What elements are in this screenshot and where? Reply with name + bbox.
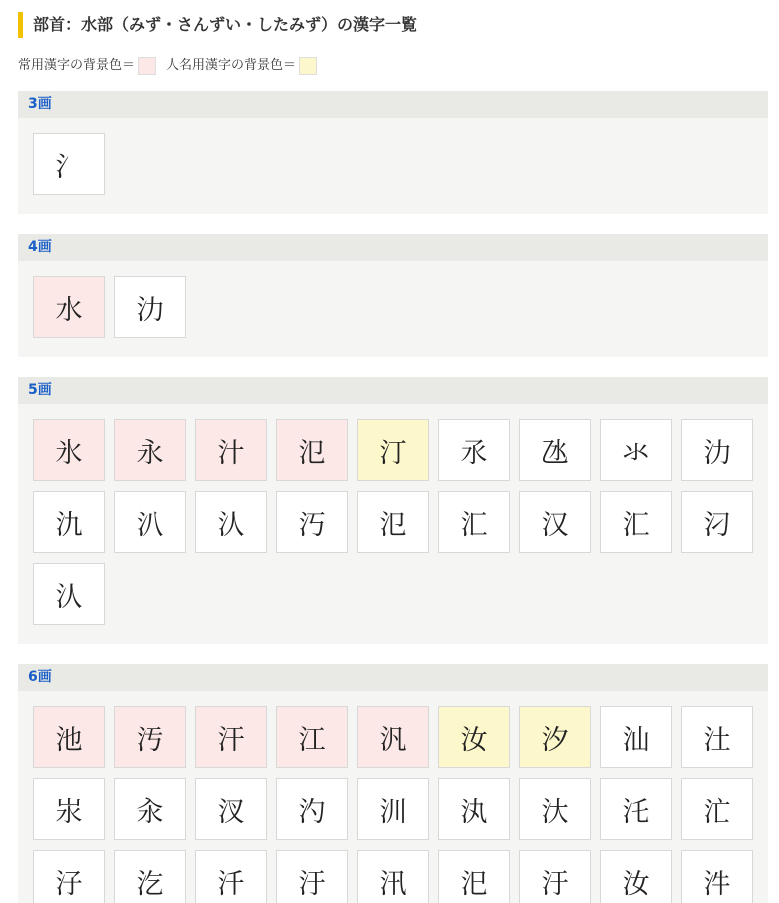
kanji-cell[interactable]: 汓 xyxy=(33,850,105,903)
kanji-cell[interactable]: 池 xyxy=(33,706,105,768)
kanji-cell[interactable]: 汼 xyxy=(681,850,753,903)
kanji-cell[interactable]: 氷 xyxy=(33,419,105,481)
kanji-grid xyxy=(18,691,768,903)
kanji-cell[interactable]: 汆 xyxy=(114,778,186,840)
kanji-cell[interactable]: 氿 xyxy=(33,491,105,553)
stroke-count-header: 4画 xyxy=(18,234,768,261)
joyo-color-swatch xyxy=(138,57,156,75)
kanji-cell[interactable]: 永 xyxy=(114,419,186,481)
kanji-cell[interactable]: 汖 xyxy=(33,778,105,840)
kanji-cell[interactable]: 汘 xyxy=(195,850,267,903)
kanji-cell[interactable]: 汅 xyxy=(276,491,348,553)
stroke-count-header: 5画 xyxy=(18,377,768,404)
kanji-cell[interactable]: 汎 xyxy=(357,706,429,768)
kanji-cell[interactable]: 汜 xyxy=(438,850,510,903)
kanji-cell[interactable]: 汈 xyxy=(681,491,753,553)
kanji-cell[interactable]: 汄 xyxy=(195,491,267,553)
kanji-grid xyxy=(18,404,768,635)
kanji-cell[interactable]: 汙 xyxy=(276,850,348,903)
kanji-cell[interactable]: 汝 xyxy=(438,706,510,768)
kanji-cell[interactable]: 氵 xyxy=(33,133,105,195)
page-title: 部首：水部（みず・さんずい・したみず）の漢字一覧 xyxy=(18,12,417,38)
kanji-cell[interactable]: 汀 xyxy=(357,419,429,481)
stroke-section-4 xyxy=(18,234,768,357)
kanji-cell[interactable]: 汔 xyxy=(114,850,186,903)
color-legend xyxy=(18,55,327,77)
kanji-grid xyxy=(18,261,768,348)
kanji-cell[interactable]: 氶 xyxy=(438,419,510,481)
kanji-cell[interactable]: 汗 xyxy=(195,706,267,768)
kanji-cell[interactable]: 汙 xyxy=(519,850,591,903)
joyo-legend-label: 常用漢字の背景色＝ xyxy=(18,58,136,73)
kanji-cell[interactable]: 氾 xyxy=(357,491,429,553)
kanji-cell[interactable]: 汊 xyxy=(195,778,267,840)
kanji-cell[interactable]: 汕 xyxy=(600,706,672,768)
kanji-cell[interactable]: 汇 xyxy=(600,491,672,553)
kanji-grid xyxy=(18,118,768,205)
kanji-cell[interactable]: 汐 xyxy=(519,706,591,768)
kanji-cell[interactable]: 氹 xyxy=(519,419,591,481)
jinmei-legend-label: 人名用漢字の背景色＝ xyxy=(166,58,297,73)
kanji-cell[interactable]: 氺 xyxy=(600,419,672,481)
stroke-count-header: 3画 xyxy=(18,91,768,118)
kanji-cell[interactable]: 江 xyxy=(276,706,348,768)
stroke-section-5 xyxy=(18,377,768,644)
kanji-cell[interactable]: 汝 xyxy=(600,850,672,903)
stroke-count-header: 6画 xyxy=(18,664,768,691)
kanji-cell[interactable]: 汏 xyxy=(519,778,591,840)
kanji-cell[interactable]: 汉 xyxy=(519,491,591,553)
kanji-cell[interactable]: 汑 xyxy=(600,778,672,840)
kanji-cell[interactable]: 汄 xyxy=(33,563,105,625)
kanji-cell[interactable]: 汒 xyxy=(681,778,753,840)
kanji-cell[interactable]: 水 xyxy=(33,276,105,338)
kanji-cell[interactable]: 汃 xyxy=(114,491,186,553)
kanji-cell[interactable]: 氻 xyxy=(114,276,186,338)
stroke-section-6 xyxy=(18,664,768,903)
kanji-cell[interactable]: 氻 xyxy=(681,419,753,481)
kanji-cell[interactable]: 汋 xyxy=(276,778,348,840)
kanji-cell[interactable]: 汇 xyxy=(438,491,510,553)
stroke-section-3 xyxy=(18,91,768,214)
kanji-cell[interactable]: 汛 xyxy=(357,850,429,903)
kanji-cell[interactable]: 汌 xyxy=(357,778,429,840)
kanji-cell[interactable]: 汢 xyxy=(681,706,753,768)
kanji-cell[interactable]: 氾 xyxy=(276,419,348,481)
kanji-cell[interactable]: 汍 xyxy=(438,778,510,840)
jinmei-color-swatch xyxy=(299,57,317,75)
kanji-cell[interactable]: 汚 xyxy=(114,706,186,768)
kanji-cell[interactable]: 汁 xyxy=(195,419,267,481)
